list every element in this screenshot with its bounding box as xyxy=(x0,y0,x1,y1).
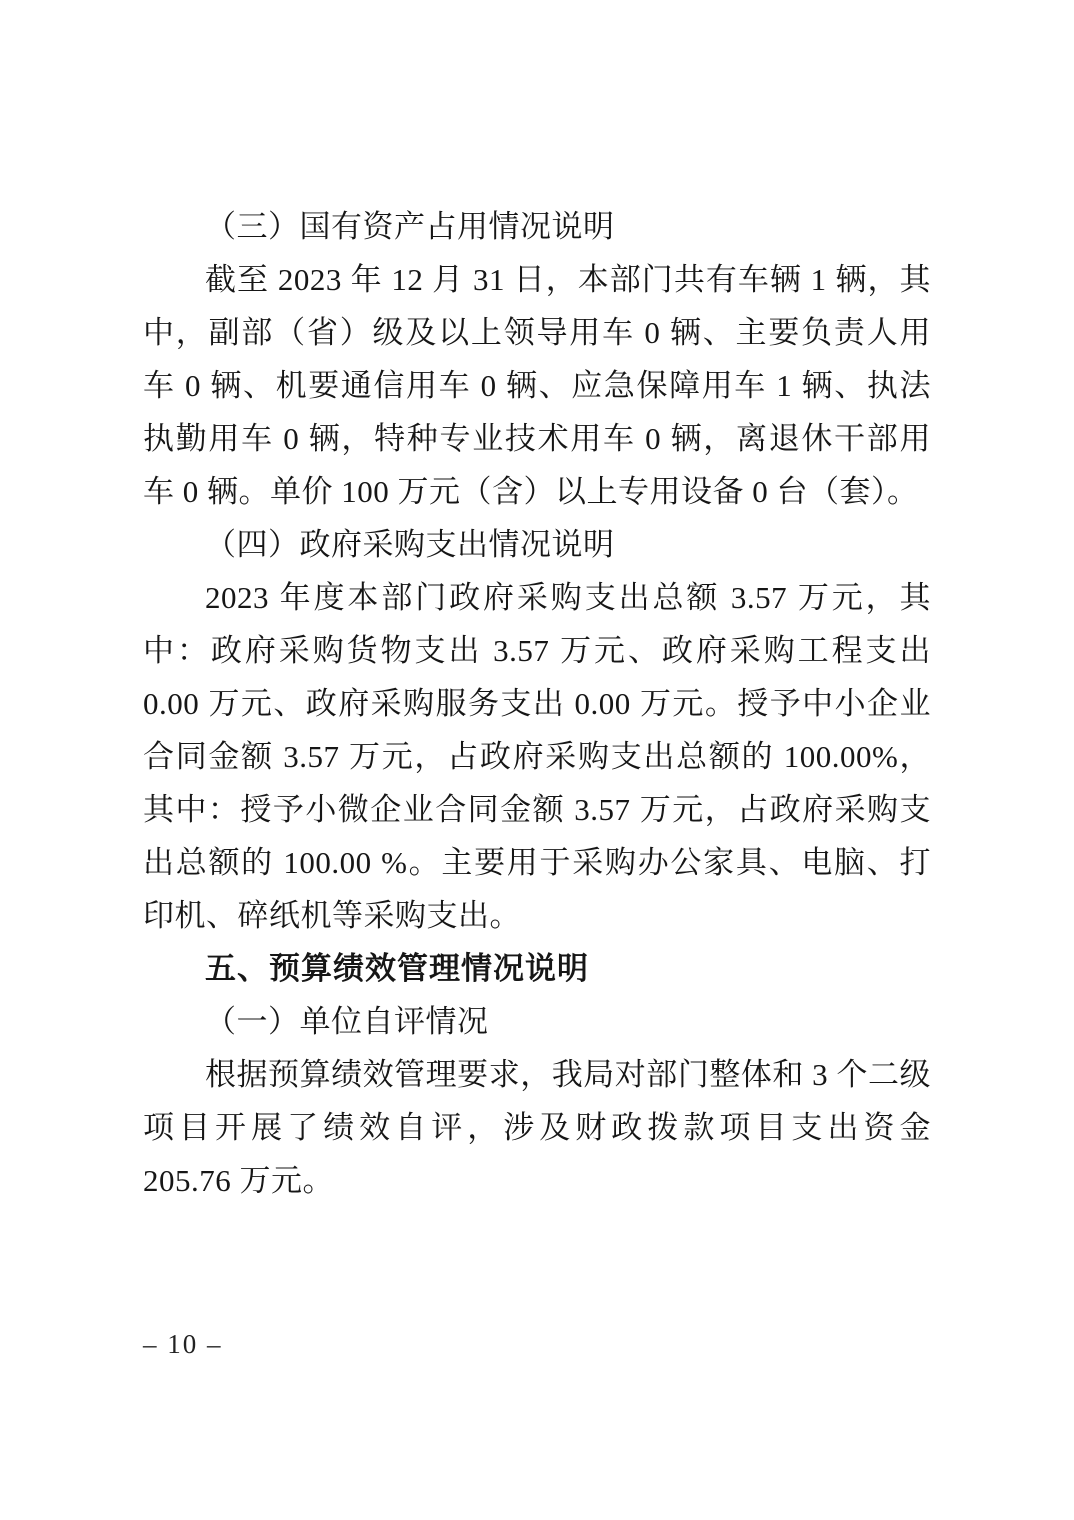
document-body xyxy=(143,200,931,1207)
section-heading-procurement: （四）政府采购支出情况说明 xyxy=(205,527,615,562)
paragraph-state-assets: 截至 2023 年 12 月 31 日，本部门共有车辆 1 辆，其中，副部（省）级及以上领导用车 0 辆、主要负责人用车 0 辆、机要通信用车 0 辆、应急保障用车 1 辆、执法执勤用车 0 辆，特种专业技术用车 0 辆，离退休干部用车 0 辆。单价 100 万元（含）以上专用设备 0 台（套）。 xyxy=(143,262,931,509)
page-number: – 10 – xyxy=(143,1329,223,1359)
section-heading-state-assets: （三）国有资产占用情况说明 xyxy=(205,209,615,244)
paragraph-self-evaluation: 根据预算绩效管理要求，我局对部门整体和 3 个二级项目开展了绩效自评，涉及财政拨款项目支出资金 205.76 万元。 xyxy=(143,1057,931,1198)
paragraph-procurement: 2023 年度本部门政府采购支出总额 3.57 万元，其中：政府采购货物支出 3.57 万元、政府采购工程支出 0.00 万元、政府采购服务支出 0.00 万元。授予中小企业合同金额 3.57 万元，占政府采购支出总额的 100.00%，其中：授予小微企业合同金额 3.57 万元，占政府采购支出总额的 100.00 %。主要用于采购办公家具、电脑、打印机、碎纸机等采购支出。 xyxy=(143,580,931,933)
chapter-heading-performance-management: 五、预算绩效管理情况说明 xyxy=(205,951,589,986)
section-heading-self-evaluation: （一）单位自评情况 xyxy=(205,1004,489,1039)
